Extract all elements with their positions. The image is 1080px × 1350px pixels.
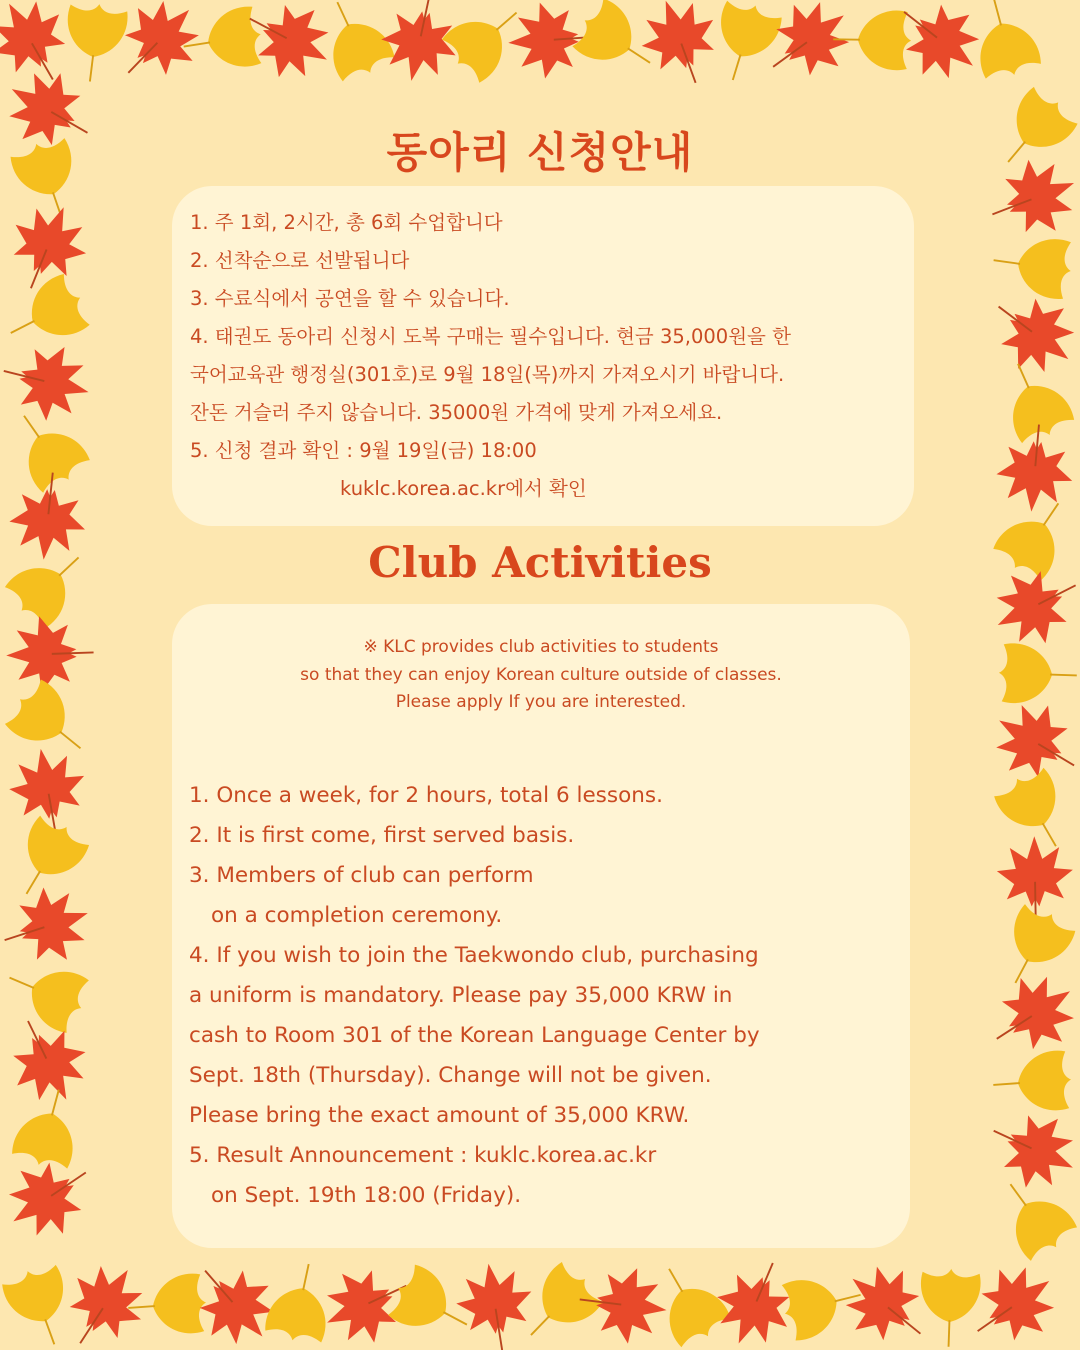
ginkgo-leaf-icon [1,676,99,771]
ginkgo-leaf-icon [179,5,265,76]
korean-item-3: 3. 수료식에서 공연을 할 수 있습니다. [190,287,510,310]
english-item-4-cont3: Sept. 18th (Thursday). Change will not be given. [189,1063,712,1088]
maple-leaf-icon [994,421,1077,515]
ginkgo-leaf-icon [0,950,93,1035]
notice-line-1: ※ KLC provides club activities to students [363,637,719,657]
korean-item-5-cont: kuklc.korea.ac.kr에서 확인 [340,477,587,500]
korean-item-4-cont: 국어교육관 행정실(301호)로 9월 18일(목)까지 가져오시기 바랍니다. [190,363,785,386]
english-item-1: 1. Once a week, for 2 hours, total 6 lessons. [189,783,663,808]
english-item-3: 3. Members of club can perform [189,863,534,888]
ginkgo-leaf-icon [989,231,1074,301]
english-info-list [189,776,909,1216]
maple-leaf-icon [48,1249,159,1350]
maple-leaf-icon [5,614,95,693]
english-item-3-cont: on a completion ceremony. [211,903,503,928]
ginkgo-leaf-icon [643,1254,734,1350]
page-title-korean: 동아리 신청안내 [386,128,694,177]
korean-item-2: 2. 선착순으로 선발됩니다 [190,249,410,272]
maple-leaf-icon [0,877,99,976]
english-item-4-cont: a uniform is mandatory. Please pay 35,000 KRW in [189,983,733,1008]
english-item-5: 5. Result Announcement : kuklc.korea.ac.kr [189,1143,657,1168]
maple-leaf-icon [751,0,866,98]
maple-leaf-icon [978,1096,1080,1202]
ginkgo-leaf-icon [998,643,1078,705]
ginkgo-leaf-icon [0,271,94,360]
ginkgo-leaf-icon [919,1268,981,1348]
korean-info-list [190,204,910,508]
notice-line-3: Please apply If you are interested. [395,692,687,712]
notice-text [172,634,910,717]
maple-leaf-icon [630,0,731,96]
ginkgo-leaf-icon [10,1082,88,1173]
ginkgo-leaf-icon [263,1258,338,1347]
notice-line-2: so that they can enjoy Korean culture outside of classes. [300,664,782,685]
ginkgo-leaf-icon [60,1,129,86]
ginkgo-leaf-icon [986,1167,1080,1265]
ginkgo-leaf-icon [0,1261,82,1350]
english-item-4: 4. If you wish to join the Taekwondo club, purchasing [189,943,759,968]
page-title-english: Club Activities [368,538,712,587]
maple-leaf-icon [0,334,98,429]
ginkgo-leaf-icon [704,0,784,89]
english-item-4-cont4: Please bring the exact amount of 35,000 KRW. [189,1103,690,1128]
korean-item-1: 1. 주 1회, 2시간, 총 6회 수업합니다 [190,211,503,234]
maple-leaf-icon [976,959,1080,1070]
korean-item-4-cont2: 잔돈 거슬러 주지 않습니다. 35000원 가격에 맞게 가져오세요. [190,401,723,424]
korean-item-5: 5. 신청 결과 확인 : 9월 19일(금) 18:00 [190,439,537,462]
english-item-4-cont2: cash to Room 301 of the Korean Language Center by [189,1023,760,1048]
korean-item-4: 4. 태권도 동아리 신청시 도복 구매는 필수입니다. 현금 35,000원을 한 [190,325,791,348]
ginkgo-leaf-icon [991,1050,1073,1115]
ginkgo-leaf-icon [965,0,1043,83]
english-item-5-cont: on Sept. 19th 18:00 (Friday). [211,1183,522,1208]
maple-leaf-icon [976,276,1080,389]
maple-leaf-icon [451,1258,540,1350]
ginkgo-leaf-icon [833,9,912,70]
english-item-2: 2. It is first come, first served basis. [189,823,575,848]
ginkgo-leaf-icon [989,900,1078,997]
ginkgo-leaf-icon [510,1258,607,1350]
maple-leaf-icon [996,836,1074,925]
ginkgo-leaf-icon [991,352,1077,447]
ginkgo-leaf-icon [310,0,397,85]
ginkgo-leaf-icon [126,1273,208,1338]
